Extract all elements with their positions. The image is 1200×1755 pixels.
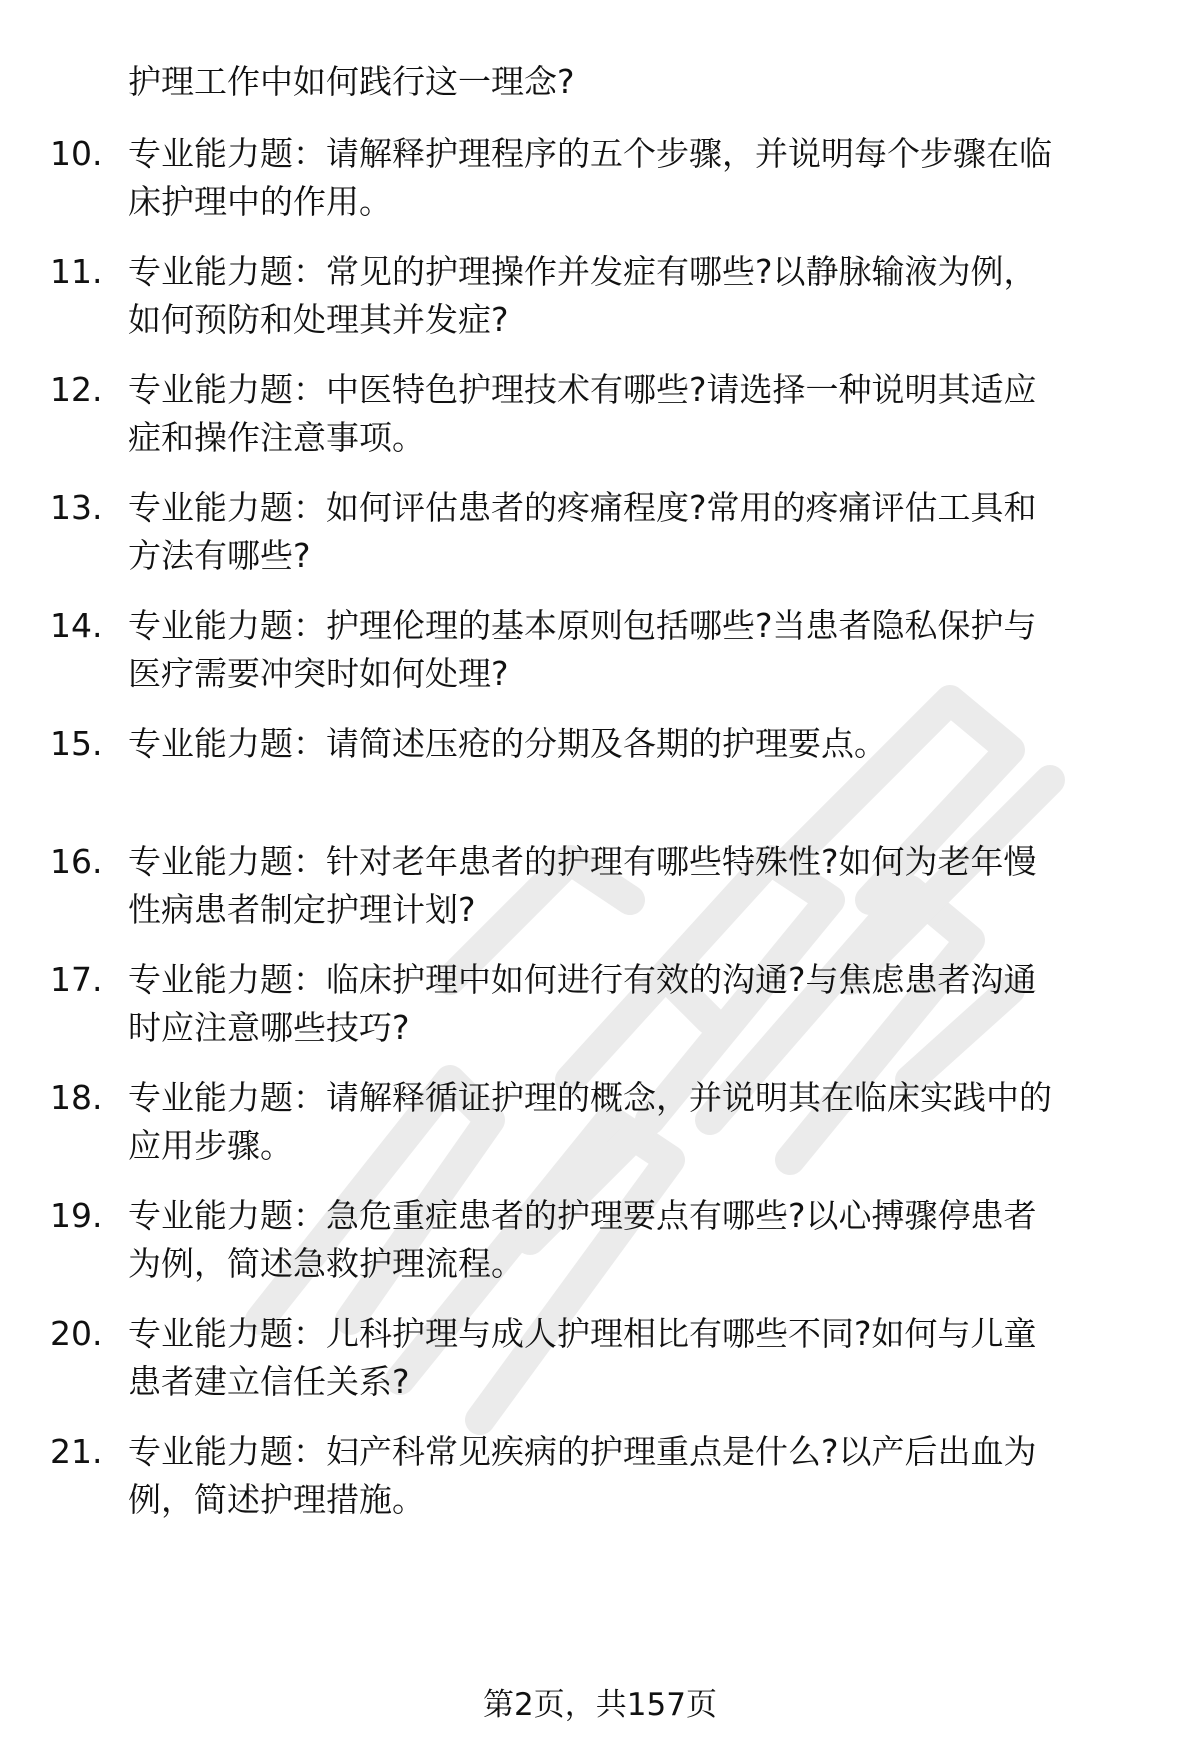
question-text-line: 专业能力题：急危重症患者的护理要点有哪些?以心搏骤停患者 [128,1196,1037,1235]
question-number: 19. [50,1196,103,1235]
question-text-line: 患者建立信任关系? [128,1362,410,1401]
question-number: 17. [50,960,103,999]
question-text-line: 专业能力题：请解释护理程序的五个步骤，并说明每个步骤在临 [128,134,1052,173]
question-number: 10. [50,134,103,173]
question-text-line: 专业能力题：妇产科常见疾病的护理重点是什么?以产后出血为 [128,1432,1037,1471]
question-text-line: 专业能力题：儿科护理与成人护理相比有哪些不同?如何与儿童 [128,1314,1037,1353]
continuation-line: 护理工作中如何践行这一理念? [128,62,575,101]
question-text [128,1192,1138,1288]
question-text-line: 专业能力题：临床护理中如何进行有效的沟通?与焦虑患者沟通 [128,960,1037,999]
question-text-line: 性病患者制定护理计划? [128,890,476,929]
question-number: 20. [50,1314,103,1353]
question-text [128,130,1138,226]
question-text [128,720,1138,768]
question-text [128,1074,1138,1170]
question-text-line: 专业能力题：请解释循证护理的概念，并说明其在临床实践中的 [128,1078,1052,1117]
question-text-line: 应用步骤。 [128,1126,293,1165]
question-text [128,956,1138,1052]
question-number: 13. [50,488,103,527]
question-number: 14. [50,606,103,645]
question-text-line: 专业能力题：中医特色护理技术有哪些?请选择一种说明其适应 [128,370,1037,409]
question-text-line: 症和操作注意事项。 [128,418,425,457]
question-text-line: 例，简述护理措施。 [128,1480,425,1519]
question-number: 18. [50,1078,103,1117]
question-text-line: 专业能力题：针对老年患者的护理有哪些特殊性?如何为老年慢 [128,842,1037,881]
question-text-line: 专业能力题：如何评估患者的疼痛程度?常用的疼痛评估工具和 [128,488,1037,527]
question-text-line: 医疗需要冲突时如何处理? [128,654,509,693]
question-number: 15. [50,724,103,763]
question-text [128,248,1138,344]
question-text [128,602,1138,698]
question-text [128,1428,1138,1524]
page-number: 第2页，共157页 [483,1687,717,1723]
question-text-line: 方法有哪些? [128,536,311,575]
question-text-line: 专业能力题：护理伦理的基本原则包括哪些?当患者隐私保护与 [128,606,1037,645]
question-text-line: 专业能力题：常见的护理操作并发症有哪些?以静脉输液为例， [128,252,1037,291]
question-text [128,838,1138,934]
question-number: 12. [50,370,103,409]
question-number: 21. [50,1432,103,1471]
question-text [128,1310,1138,1406]
question-text [128,366,1138,462]
question-number: 11. [50,252,103,291]
question-text [128,484,1138,580]
question-text-line: 如何预防和处理其并发症? [128,300,509,339]
question-number: 16. [50,842,103,881]
question-text-line: 为例，简述急救护理流程。 [128,1244,524,1283]
question-text-line: 床护理中的作用。 [128,182,392,221]
question-text-line: 专业能力题：请简述压疮的分期及各期的护理要点。 [128,724,887,763]
question-text-line: 时应注意哪些技巧? [128,1008,410,1047]
